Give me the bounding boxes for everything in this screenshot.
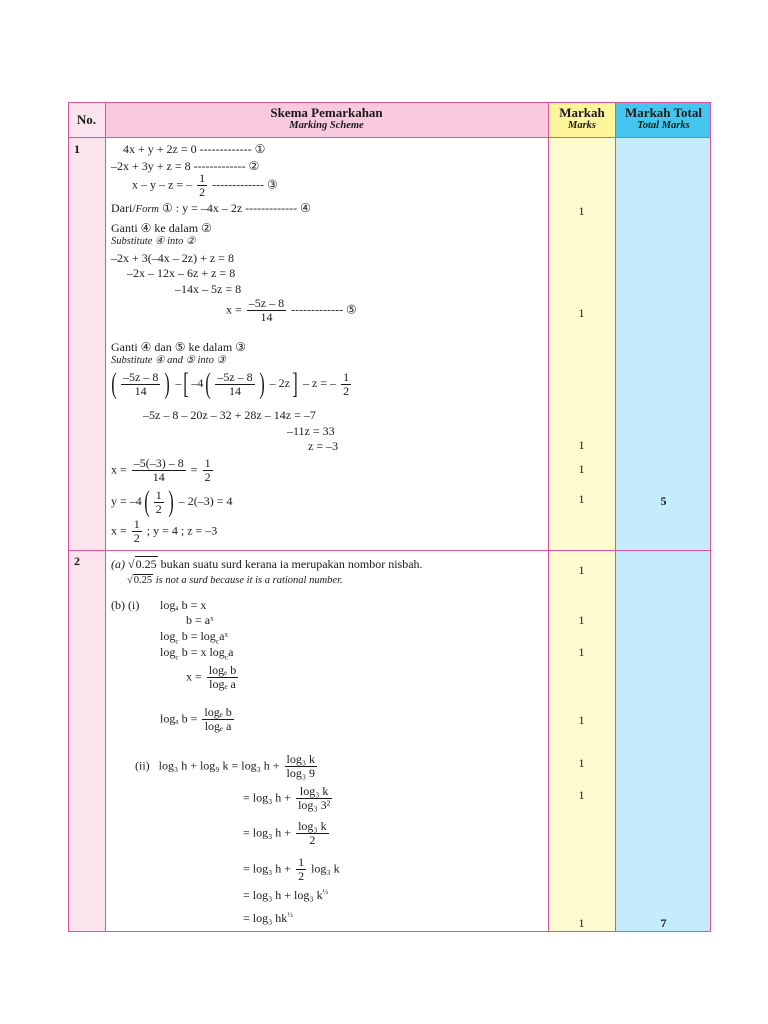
grid-line [548, 102, 549, 932]
header-total-title: Markah Total [625, 105, 702, 120]
log-line: $\log_c b$ = $\log_caˣ$ [160, 629, 228, 646]
mark-value: 1 [578, 438, 585, 452]
grid-line [68, 137, 711, 138]
grid-line [105, 102, 106, 932]
ganti-instruction-2: Ganti ④ dan ⑤ ke dalam ③ [111, 340, 246, 354]
fraction: $\frac{\text{log₃ k}}{\text{log₃ 9}}$ [286, 752, 316, 780]
fraction: $\frac{1}{2}$ [155, 487, 162, 516]
equation-2: –2x + 3y + z = 8 ------------- ② [111, 159, 260, 173]
header-scheme-title: Skema Pemarkahan [270, 105, 383, 120]
y-solution: y = –4( $\frac{1}{2}$ ) – 2(–3) = 4 [111, 485, 233, 518]
working-line: –11z = 33 [287, 424, 335, 438]
mark-value: 1 [578, 492, 585, 506]
part-b-ii-line-5: = log₃ h + log₃ $k^{\frac{1}{2}}$ [243, 887, 329, 902]
fraction: $\frac{1}{2}$ [199, 171, 206, 199]
fraction: $\frac{-5z - 8}{14}$ [217, 369, 253, 398]
fraction: $\frac{\text{logₑ b}}{\text{logₑ a}}$ [204, 705, 232, 733]
substitute-instruction-1: Substitute ④ into ② [111, 236, 196, 247]
no-column-bg [68, 102, 105, 932]
part-b-ii-line-6: = log₃ $hk^{\frac{1}{2}}$ [243, 910, 293, 925]
working-line: z = –3 [308, 439, 339, 453]
part-b-ii-line-1: (ii) log₃ h + log₉ k = log₃ h + $\frac{\text{log₃ k}}{\text{log₃ 9}}$ [135, 752, 316, 780]
mark-value: 1 [578, 756, 585, 770]
grid-line [68, 931, 711, 932]
equation-3 [132, 172, 278, 199]
dari-line: Dari/Form ① : y = –4x – 2z ------------- ④ [111, 201, 311, 215]
fraction: $\frac{1}{2}$ [343, 369, 350, 398]
mark-value: 1 [578, 306, 585, 320]
part-b-label: (b) (i) [111, 598, 140, 612]
substitution-expression: ( $\frac{-5z - 8}{14}$ ) –[ –4( $\frac{-5z - 8}{14}$ ) – 2z] – z = – $\frac{1}{2}$ [111, 367, 350, 400]
fraction: $\frac{1}{2}$ [204, 456, 211, 484]
ganti-instruction-1: Ganti ④ ke dalam ② [111, 221, 212, 235]
equation-1: 4x + y + 2z = 0 ------------- ① [123, 142, 266, 156]
header-scheme [105, 102, 548, 137]
header-no [68, 102, 105, 137]
working-line: –14x – 5z = 8 [175, 282, 242, 296]
working-line: –2x – 12x – 6z + z = 8 [127, 266, 236, 280]
x-expression: x = $\frac{-5z - 8}{14}$ ------------- ⑤ [226, 296, 357, 324]
log-line: logₐ b = x [160, 598, 207, 612]
part-b-ii-line-3: = log₃ h + $\frac{\text{log₃ k}}{2}$ [243, 819, 327, 847]
working-line: –2x + 3(–4x – 2z) + z = 8 [111, 251, 234, 265]
mark-value: 1 [578, 916, 585, 930]
part-b-ii-line-4: = log₃ h + $\frac{1}{2}$ log₃ k [243, 855, 340, 883]
grid-line [68, 102, 69, 932]
fraction: $\frac{\text{logₑ b}}{\text{logₑ a}}$ [208, 663, 237, 691]
equation-3-lhs: x – y – z = – [132, 177, 193, 192]
header-marks [548, 102, 616, 137]
header-scheme-subtitle: Marking Scheme [289, 120, 364, 131]
substitute-instruction-2: Substitute ④ and ⑤ into ③ [111, 355, 226, 366]
fraction: $\frac{1}{2}$ [133, 517, 140, 545]
fraction: $\frac{\text{log₃ k}}{2}$ [298, 819, 327, 847]
fraction: $\frac{1}{2}$ [298, 855, 305, 883]
change-of-base-result: logₐ b = $\frac{\text{logₑ b}}{\text{logₑ a}}$ [160, 705, 232, 733]
total-marks: 5 [660, 494, 667, 508]
marks-column-bg [548, 102, 616, 932]
grid-line [615, 102, 616, 932]
mark-value: 1 [578, 613, 585, 627]
question-number: 2 [74, 554, 80, 568]
part-b-ii-line-2: = log₃ h + $\frac{\text{log₃ k}}{\text{log₃ 3²}}$ [243, 784, 331, 812]
question-number: 1 [74, 142, 80, 156]
mark-value: 1 [578, 462, 585, 476]
mark-value: 1 [578, 713, 585, 727]
fraction: $\frac{\text{log₃ k}}{\text{log₃ 3²}}$ [298, 784, 331, 812]
fraction: $\frac{-5z - 8}{14}$ [248, 296, 285, 324]
header-total-subtitle: Total Marks [637, 120, 690, 131]
mark-value: 1 [578, 563, 585, 577]
grid-line [68, 550, 711, 551]
total-column-bg [616, 102, 711, 932]
x-solution: x = $\frac{-5(-3) - 8}{14}$ = $\frac{1}{2}$ [111, 456, 211, 484]
mark-value: 1 [578, 204, 585, 218]
mark-value: 1 [578, 788, 585, 802]
fraction: $\frac{-5z - 8}{14}$ [123, 369, 159, 398]
equation-3-tag: ------------- ③ [212, 177, 278, 192]
part-a-translation: √0.25 is not a surd because it is a rational number. [127, 575, 343, 586]
header-marks-title: Markah [559, 105, 605, 120]
header-marks-subtitle: Marks [567, 120, 596, 131]
header-total [616, 102, 711, 137]
header-no-label: No. [76, 112, 97, 127]
grid-line [710, 102, 711, 932]
final-answer: x = $\frac{1}{2}$ ; y = 4 ; z = –3 [111, 517, 218, 545]
part-a-statement: (a) √0.25 bukan suatu surd kerana ia merupakan nombor nisbah. [111, 557, 423, 571]
x-log-fraction: x = $\frac{\text{logₑ b}}{\text{logₑ a}}$ [186, 663, 237, 691]
fraction: $\frac{-5(-3) - 8}{14}$ [133, 456, 184, 484]
mark-value: 1 [578, 645, 585, 659]
total-marks: 7 [660, 916, 667, 930]
working-line: –5z – 8 – 20z – 32 + 28z – 14z = –7 [143, 408, 316, 422]
marking-scheme-table [68, 102, 711, 932]
log-line: b = aˣ [186, 613, 214, 627]
log-line: $\log_c b = x$ $\log_ca$ [160, 645, 234, 662]
